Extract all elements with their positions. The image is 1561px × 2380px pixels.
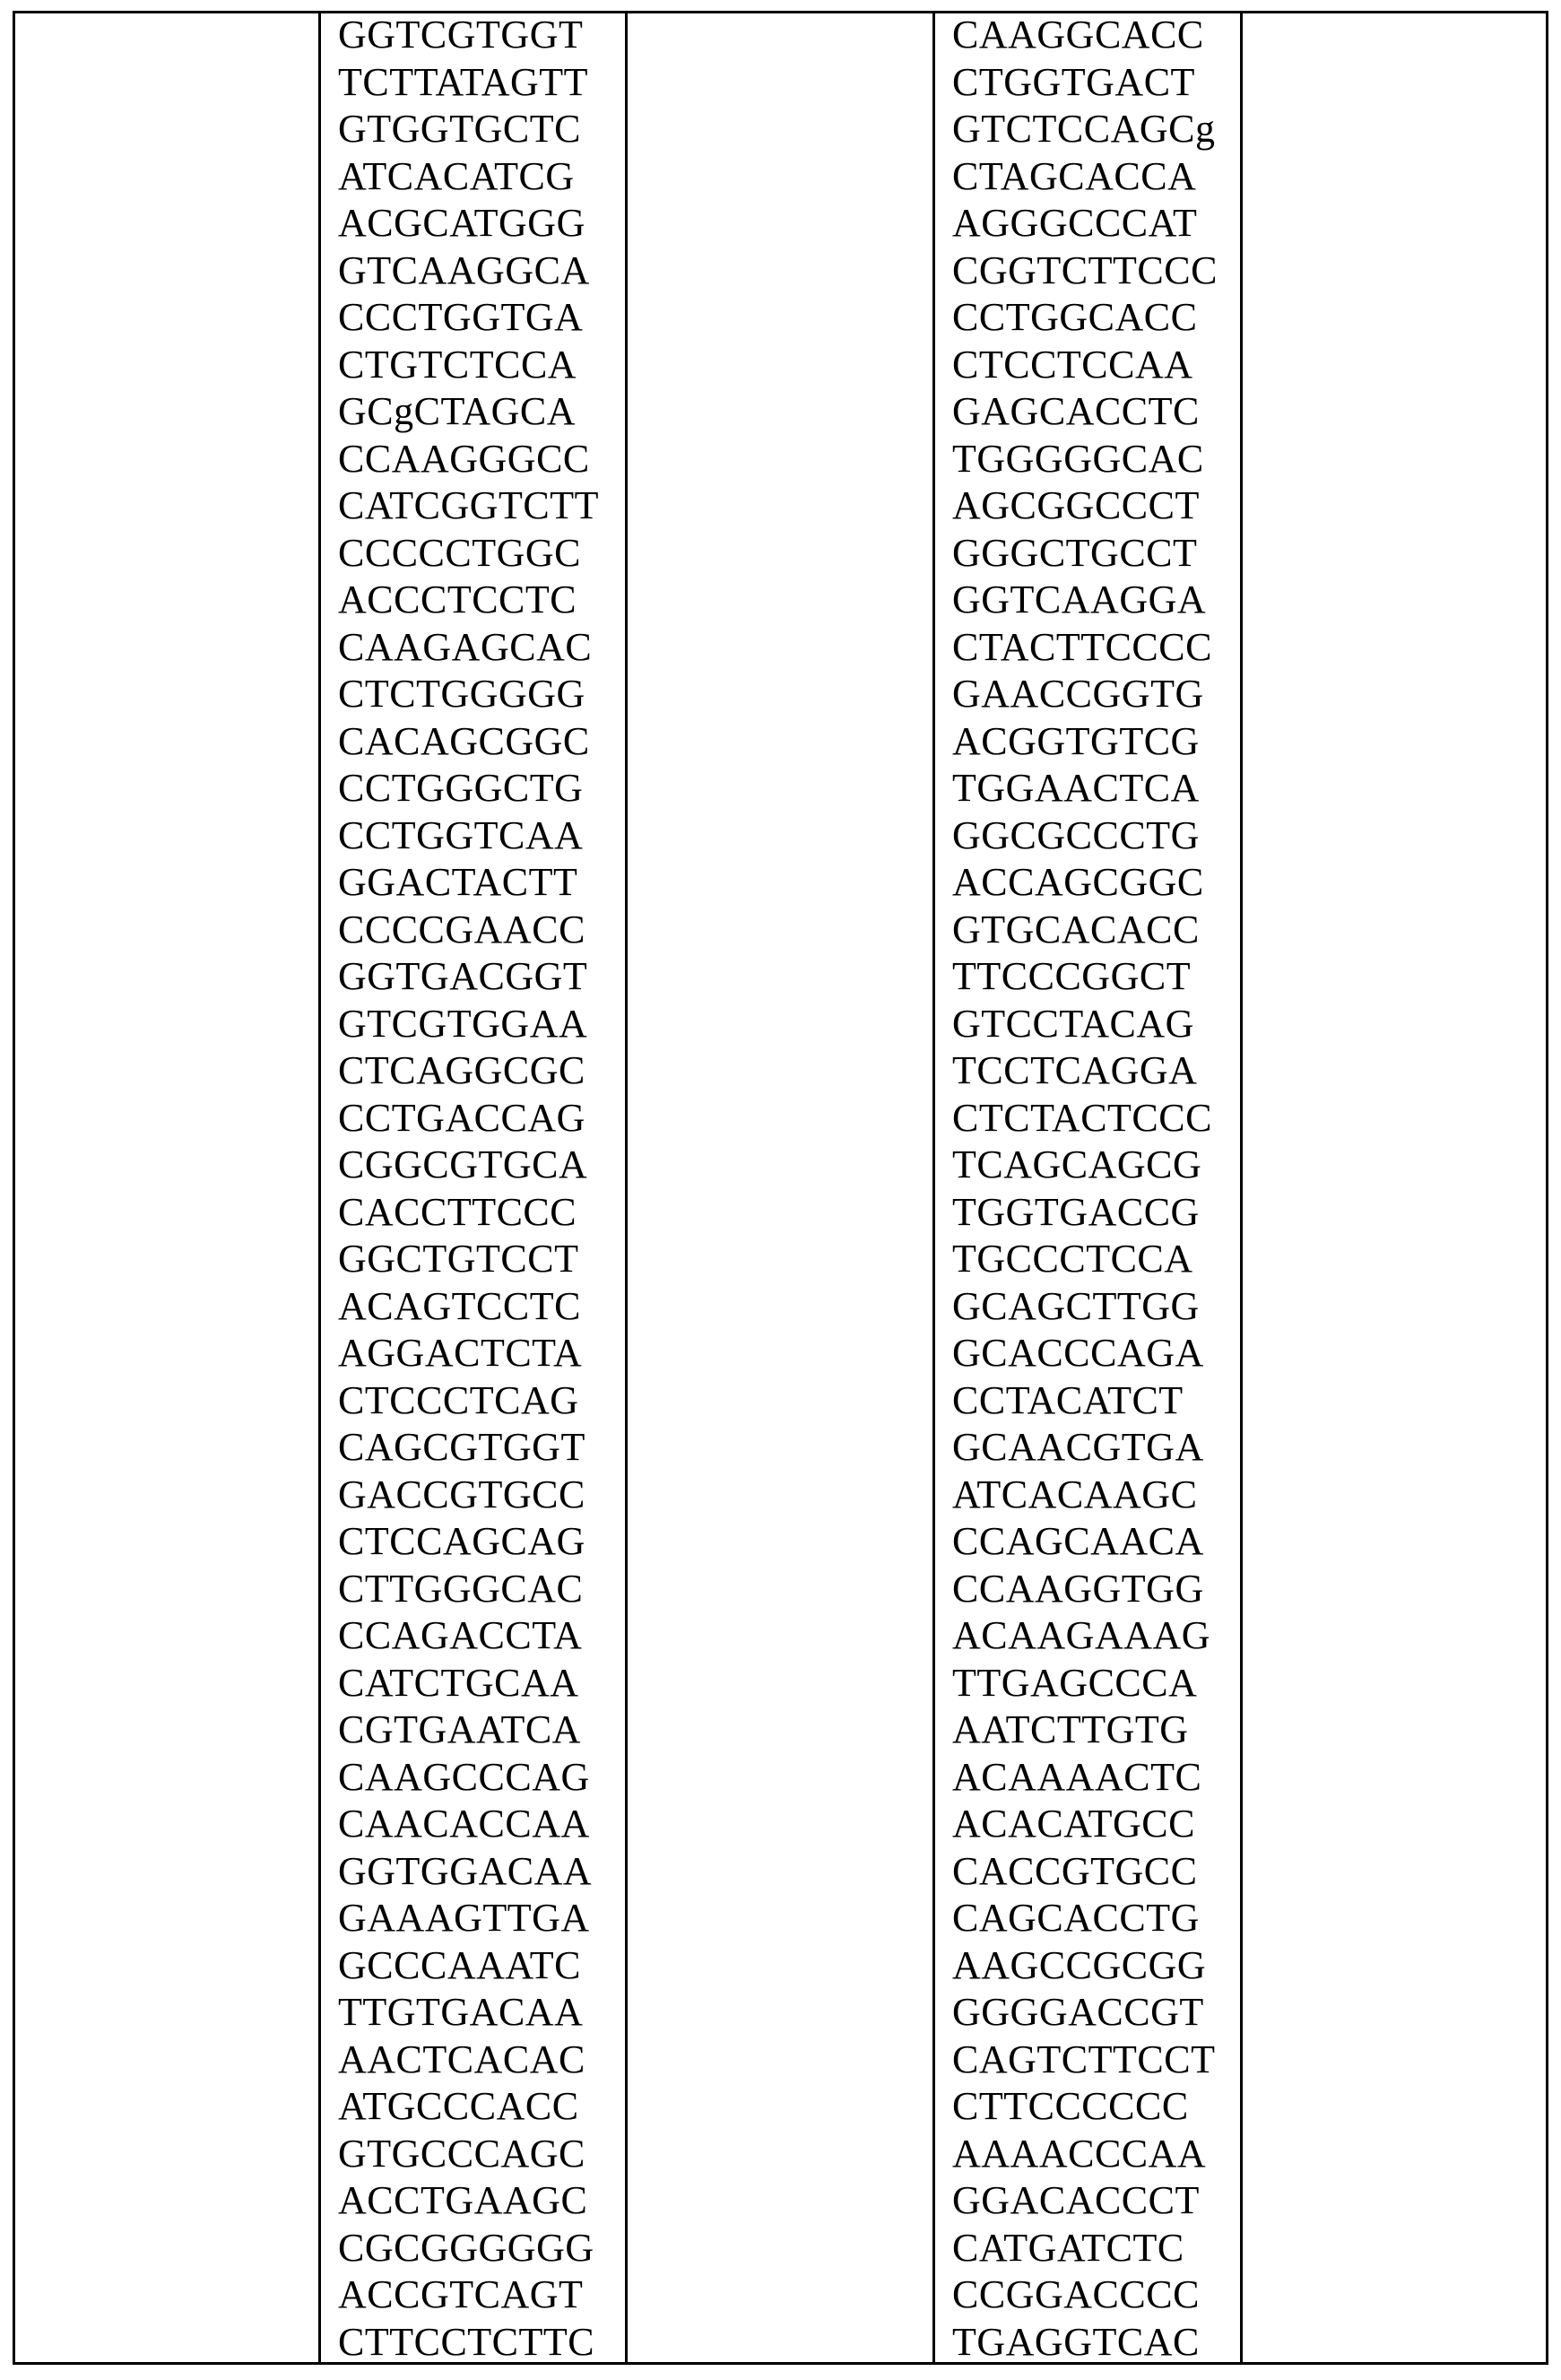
sequence-cell: GTCAAGGCA xyxy=(338,248,599,295)
sequence-cell: CTCCTCCAA xyxy=(952,342,1218,389)
sequence-cell: GCCCAAATC xyxy=(338,1942,599,1990)
sequence-cell: GGGGACCGT xyxy=(952,1989,1218,2037)
sequence-cell: CAAGAGCAC xyxy=(338,624,599,672)
sequence-cell: ACGGTGTCG xyxy=(952,718,1218,766)
sequence-cell: GGTGGACAA xyxy=(338,1848,599,1896)
sequence-cell: AGGGCCCAT xyxy=(952,200,1218,248)
sequence-cell: CAGCACCTG xyxy=(952,1895,1218,1942)
sequence-cell: GCACCCAGA xyxy=(952,1330,1218,1377)
sequence-cell: GTCGTGGAA xyxy=(338,1001,599,1048)
sequence-cell: ACACATGCC xyxy=(952,1801,1218,1848)
sequence-cell: CTAGCACCA xyxy=(952,153,1218,201)
sequence-column-4 xyxy=(952,12,1218,2366)
sequence-cell: CCGGACCCC xyxy=(952,2271,1218,2319)
sequence-cell: GTGCACACC xyxy=(952,907,1218,954)
sequence-cell: TCCTCAGGA xyxy=(952,1047,1218,1095)
sequence-cell: GGTCGTGGT xyxy=(338,12,599,59)
sequence-cell: TTGAGCCCA xyxy=(952,1660,1218,1707)
sequence-cell: TGAGGTCAC xyxy=(952,2319,1218,2367)
sequence-cell: CGCGGGGGG xyxy=(338,2225,599,2272)
sequence-cell: AATCTTGTG xyxy=(952,1707,1218,1754)
sequence-cell: TTCCCGGCT xyxy=(952,953,1218,1001)
sequence-cell: CACCTTCCC xyxy=(338,1189,599,1237)
sequence-cell: ATCACATCG xyxy=(338,153,599,201)
sequence-cell: ATCACAAGC xyxy=(952,1472,1218,1519)
sequence-cell: CGTGAATCA xyxy=(338,1707,599,1754)
sequence-cell: CATCGGTCTT xyxy=(338,482,599,530)
sequence-cell: CTTGGGCAC xyxy=(338,1566,599,1613)
sequence-cell: GAGCACCTC xyxy=(952,388,1218,436)
sequence-cell: ATGCCCACC xyxy=(338,2083,599,2131)
sequence-cell: CTGGTGACT xyxy=(952,59,1218,107)
sequence-cell: GCgCTAGCA xyxy=(338,388,599,436)
sequence-cell: GTCTCCAGCg xyxy=(952,106,1218,153)
sequence-cell: CACCGTGCC xyxy=(952,1848,1218,1896)
sequence-cell: GGTGACGGT xyxy=(338,953,599,1001)
sequence-cell: CAAGGCACC xyxy=(952,12,1218,59)
sequence-cell: CTCTGGGGG xyxy=(338,671,599,718)
sequence-cell: CCCCGAACC xyxy=(338,907,599,954)
sequence-cell: CACAGCGGC xyxy=(338,718,599,766)
sequence-cell: GTCCTACAG xyxy=(952,1001,1218,1048)
sequence-cell: CATCTGCAA xyxy=(338,1660,599,1707)
sequence-cell: GTGCCCAGC xyxy=(338,2131,599,2178)
sequence-cell: CTCAGGCGC xyxy=(338,1047,599,1095)
sequence-cell: GTGGTGCTC xyxy=(338,106,599,153)
sequence-cell: GAAAGTTGA xyxy=(338,1895,599,1942)
sequence-cell: ACCCTCCTC xyxy=(338,577,599,624)
sequence-cell: CTGTCTCCA xyxy=(338,342,599,389)
sequence-cell: GCAGCTTGG xyxy=(952,1283,1218,1331)
column-divider xyxy=(625,11,628,2365)
sequence-cell: AGGACTCTA xyxy=(338,1330,599,1377)
sequence-cell: AGCGGCCCT xyxy=(952,482,1218,530)
sequence-cell: ACCAGCGGC xyxy=(952,859,1218,907)
sequence-cell: CCTGGTCAA xyxy=(338,812,599,860)
sequence-cell: CCAGACCTA xyxy=(338,1612,599,1660)
sequence-cell: CAAGCCCAG xyxy=(338,1754,599,1802)
sequence-cell: CAGCGTGGT xyxy=(338,1424,599,1472)
sequence-cell: TCTTATAGTT xyxy=(338,59,599,107)
sequence-cell: TGCCCTCCA xyxy=(952,1236,1218,1283)
sequence-cell: CTCCCTCAG xyxy=(338,1377,599,1425)
sequence-cell: ACGCATGGG xyxy=(338,200,599,248)
sequence-cell: CGGTCTTCCC xyxy=(952,248,1218,295)
sequence-column-2 xyxy=(338,12,599,2366)
sequence-cell: CAGTCTTCCT xyxy=(952,2037,1218,2084)
sequence-cell: ACAAAACTC xyxy=(952,1754,1218,1802)
sequence-cell: CTTCCTCTTC xyxy=(338,2319,599,2367)
sequence-cell: TGGGGGCAC xyxy=(952,436,1218,483)
sequence-cell: AAGCCGCGG xyxy=(952,1942,1218,1990)
sequence-cell: CAACACCAA xyxy=(338,1801,599,1848)
sequence-cell: AAAACCCAA xyxy=(952,2131,1218,2178)
sequence-cell: GCAACGTGA xyxy=(952,1424,1218,1472)
sequence-cell: GGCGCCCTG xyxy=(952,812,1218,860)
sequence-cell: GGACTACTT xyxy=(338,859,599,907)
sequence-cell: CCAGCAACA xyxy=(952,1518,1218,1566)
sequence-cell: GACCGTGCC xyxy=(338,1472,599,1519)
sequence-cell: TTGTGACAA xyxy=(338,1989,599,2037)
sequence-cell: CCAAGGGCC xyxy=(338,436,599,483)
sequence-cell: GGACACCCT xyxy=(952,2177,1218,2225)
sequence-cell: CTACTTCCCC xyxy=(952,624,1218,672)
sequence-table xyxy=(13,11,1548,2365)
sequence-cell: TGGTGACCG xyxy=(952,1189,1218,1237)
sequence-cell: CTTCCCCCC xyxy=(952,2083,1218,2131)
column-divider xyxy=(318,11,321,2365)
sequence-cell: CCTGACCAG xyxy=(338,1095,599,1142)
sequence-cell: CCAAGGTGG xyxy=(952,1566,1218,1613)
sequence-cell: ACAGTCCTC xyxy=(338,1283,599,1331)
sequence-cell: ACCGTCAGT xyxy=(338,2271,599,2319)
sequence-cell: CCCTGGTGA xyxy=(338,294,599,342)
sequence-cell: CCTGGGCTG xyxy=(338,765,599,812)
sequence-cell: CCTGGCACC xyxy=(952,294,1218,342)
sequence-cell: GGCTGTCCT xyxy=(338,1236,599,1283)
sequence-cell: TGGAACTCA xyxy=(952,765,1218,812)
column-divider xyxy=(932,11,935,2365)
sequence-cell: GGTCAAGGA xyxy=(952,577,1218,624)
sequence-cell: GGGCTGCCT xyxy=(952,530,1218,578)
sequence-cell: CCTACATCT xyxy=(952,1377,1218,1425)
sequence-cell: CTCTACTCCC xyxy=(952,1095,1218,1142)
sequence-cell: CTCCAGCAG xyxy=(338,1518,599,1566)
sequence-cell: ACAAGAAAG xyxy=(952,1612,1218,1660)
sequence-cell: GAACCGGTG xyxy=(952,671,1218,718)
sequence-cell: TCAGCAGCG xyxy=(952,1142,1218,1189)
sequence-cell: CATGATCTC xyxy=(952,2225,1218,2272)
column-divider xyxy=(1240,11,1243,2365)
sequence-cell: CCCCCTGGC xyxy=(338,530,599,578)
sequence-cell: ACCTGAAGC xyxy=(338,2177,599,2225)
sequence-cell: CGGCGTGCA xyxy=(338,1142,599,1189)
sequence-cell: AACTCACAC xyxy=(338,2037,599,2084)
